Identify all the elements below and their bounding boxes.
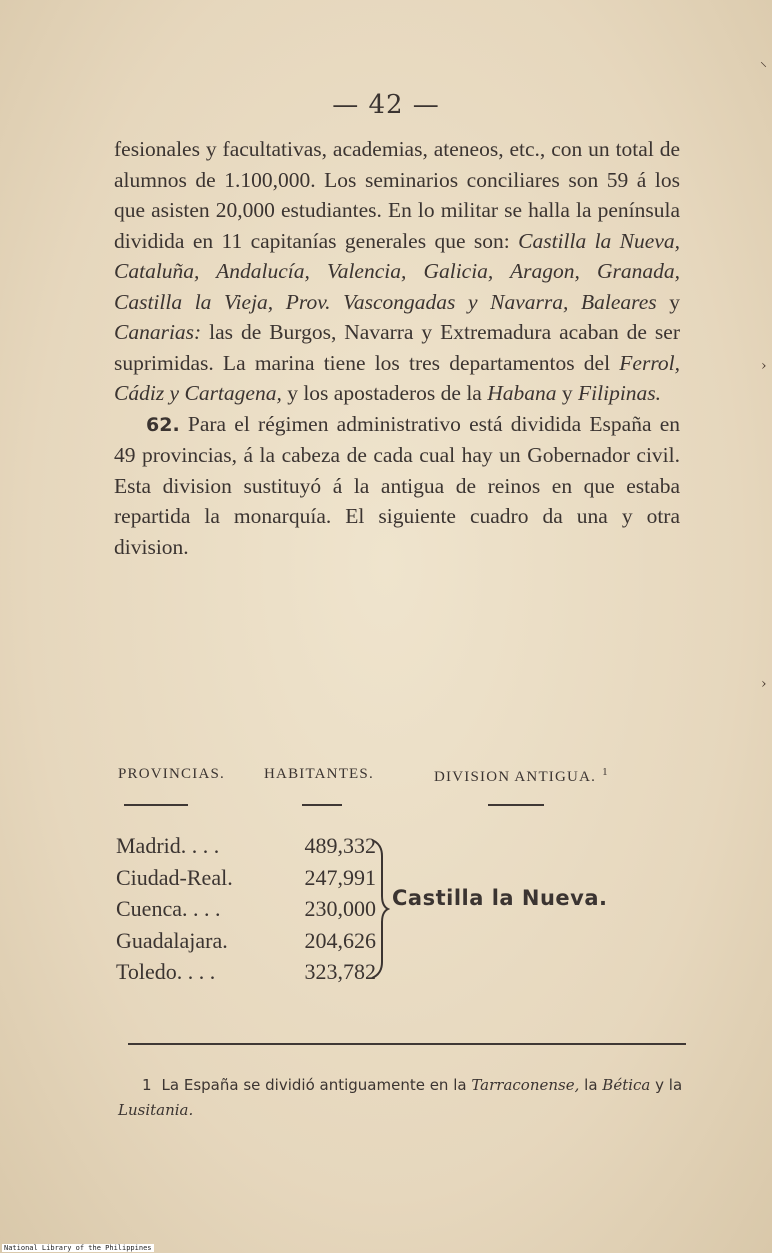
table-row	[116, 893, 376, 925]
province-inhabitants: 204,626	[304, 927, 376, 953]
province-name: Guadalajara.	[116, 927, 228, 953]
column-rule-old-division	[488, 804, 544, 806]
footnote-run-3: Bética	[602, 1076, 651, 1094]
column-header-old-division-label: DIVISION ANTIGUA.	[434, 769, 597, 785]
paragraph-1-run-8: y	[556, 381, 579, 405]
footnote-run-5: Lusitania.	[118, 1101, 194, 1119]
grouping-brace	[370, 838, 390, 980]
table-row	[116, 862, 376, 894]
margin-mark: ›	[761, 676, 767, 692]
province-name: Ciudad-Real.	[116, 864, 233, 890]
column-rule-provinces	[124, 804, 188, 806]
column-header-provinces: PROVINCIAS.	[118, 766, 225, 782]
footnote-run-0: La España se dividió antiguamente en la	[161, 1076, 472, 1094]
province-name: Toledo. . . .	[116, 959, 216, 984]
paragraph-2-text: Para el régimen administrativo está dividida España en 49 provincias, á la cabeza de cada cual hay un Gobernador civil. Esta division sustituyó á la antigua de reinos en que estaba repartida la monarquía. El siguiente cuadro da una y otra division.	[114, 411, 680, 559]
paragraph-1-run-6: y los apostaderos de la	[281, 381, 488, 405]
footnote-mark: 1	[142, 1076, 152, 1094]
province-table	[116, 830, 376, 988]
table-row	[116, 925, 376, 957]
paragraph-1-run-3: Canarias:	[114, 320, 202, 344]
page-number: — 42 —	[332, 90, 440, 120]
province-inhabitants: 323,782	[304, 959, 376, 984]
footnote-run-1: Tarraconense,	[471, 1076, 580, 1094]
footnote-run-2: la	[579, 1076, 603, 1094]
table-row	[116, 956, 376, 988]
footnote-separator	[128, 1043, 686, 1045]
paragraph-1-run-9: Filipinas.	[578, 381, 662, 405]
province-inhabitants: 230,000	[304, 896, 376, 921]
library-credit: National Library of the Philippines	[4, 1244, 152, 1252]
section-number: 62.	[146, 413, 180, 436]
province-name: Madrid. . . .	[116, 833, 220, 858]
paragraph-1-run-2: y	[656, 289, 680, 314]
footnote-run-4: y la	[650, 1076, 683, 1094]
paragraph-1-run-4: las de Burgos, Navarra y Extremadura acaban de ser suprimidas. La marina tiene los tres departamentos del	[114, 320, 680, 375]
province-inhabitants: 247,991	[304, 864, 376, 890]
paragraph-1-run-7: Habana	[487, 381, 557, 405]
province-inhabitants: 489,332	[304, 833, 376, 858]
margin-mark: ›	[761, 358, 767, 374]
paragraph-1-run-0: fesionales y facultativas, academias, ateneos, etc., con un total de alumnos de 1.100,000. Los seminarios conciliares son 59 á los que asisten 20,000 estudiantes. En lo militar se halla la península dividida en 11 capitanías generales que son:	[114, 137, 680, 253]
footnote	[118, 1073, 688, 1123]
column-header-old-division	[434, 766, 609, 786]
province-name: Cuenca. . . .	[116, 896, 221, 921]
column-header-inhabitants: HABITANTES.	[264, 766, 374, 782]
paragraph-2	[114, 409, 680, 563]
paragraph-1	[114, 134, 680, 409]
paragraph-1-run-5: Ferrol, Cádiz y Cartagena,	[114, 350, 680, 405]
paragraph-1-run-1: Castilla la Nueva, Cataluña, Andalucía, Valencia, Galicia, Aragon, Granada, Castilla la Vieja, Prov. Vascongadas y Navarra, Baleares	[114, 228, 680, 314]
body-text	[114, 134, 680, 562]
column-rule-inhabitants	[302, 804, 342, 806]
old-division-castilla-la-nueva: Castilla la Nueva.	[392, 886, 608, 910]
table-row	[116, 830, 376, 862]
margin-mark: ⸜	[760, 54, 767, 70]
footnote-text	[118, 1076, 682, 1119]
footnote-reference: 1	[602, 766, 609, 778]
